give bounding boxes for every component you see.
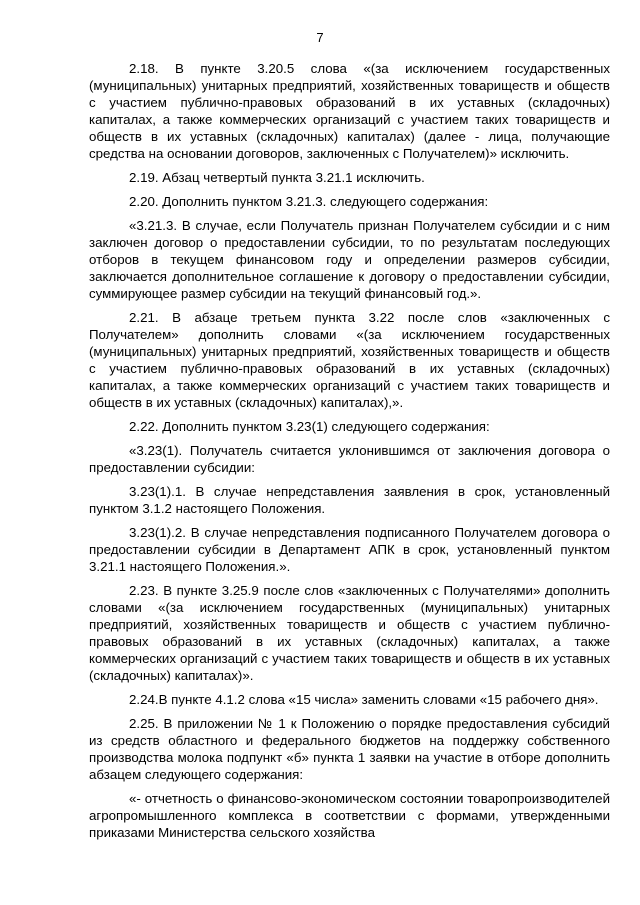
paragraph-3-21-3: «3.21.3. В случае, если Получатель признан Получателем субсидии и с ним заключен договор о предоставлении субсидии, то по результатам последующих отборов в текущем финансовом году и определении размеров субсидии, заключается дополнительное соглашение к договору о предоставлении субсидии, суммирующее размер субсидии на текущий финансовый год.». bbox=[89, 218, 610, 301]
paragraph-3-23-1-1: 3.23(1).1. В случае непредставления заявления в срок, установленный пунктом 3.1.2 настоящего Положения. bbox=[89, 484, 610, 516]
paragraph-2-23: 2.23. В пункте 3.25.9 после слов «заключенных с Получателями» дополнить словами «(за исключением государственных (муниципальных) унитарных предприятий, хозяйственных товариществ и обществ с участием публично-правовых образований в их уставных (складочных) капиталах, а также коммерческих организаций с участием таких товариществ и обществ в их уставных (складочных) капиталах)». bbox=[89, 583, 610, 683]
paragraph-reporting: «- отчетность о финансово-экономическом состоянии товаропроизводителей агропромышленного комплекса в соответствии с формами, утвержденными приказами Министерства сельского хозяйства bbox=[89, 791, 610, 840]
paragraph-2-21: 2.21. В абзаце третьем пункта 3.22 после слов «заключенных с Получателем» дополнить словами «(за исключением государственных (муниципальных) унитарных предприятий, хозяйственных товариществ и обществ с участием публично-правовых образований в их уставных (складочных) капиталах, а также коммерческих организаций с участием таких товариществ и обществ в их уставных (складочных) капиталах),». bbox=[89, 310, 610, 410]
paragraph-2-18: 2.18. В пункте 3.20.5 слова «(за исключением государственных (муниципальных) унитарных предприятий, хозяйственных товариществ и обществ с участием публично-правовых образований в их уставных (складочных) капиталах, а также коммерческих организаций с участием таких товариществ и обществ в их уставных (складочных) капиталах) (далее - лица, получающие средства на основании договоров, заключенных с Получателем)» исключить. bbox=[89, 61, 610, 161]
paragraph-3-23-1: «3.23(1). Получатель считается уклонившимся от заключения договора о предоставлении субсидии: bbox=[89, 443, 610, 475]
page-number: 7 bbox=[316, 30, 324, 45]
document-body bbox=[89, 60, 610, 848]
paragraph-2-20: 2.20. Дополнить пунктом 3.21.3. следующего содержания: bbox=[129, 194, 489, 209]
paragraph-2-19: 2.19. Абзац четвертый пункта 3.21.1 исключить. bbox=[129, 170, 425, 185]
paragraph-2-25: 2.25. В приложении № 1 к Положению о порядке предоставления субсидий из средств областного и федерального бюджетов на поддержку собственного производства молока подпункт «б» пункта 1 заявки на участие в отборе дополнить абзацем следующего содержания: bbox=[89, 716, 610, 782]
paragraph-3-23-1-2: 3.23(1).2. В случае непредставления подписанного Получателем договора о предоставлении субсидии в Департамент АПК в срок, установленный пунктом 3.21.1 настоящего Положения.». bbox=[89, 525, 610, 574]
paragraph-2-22: 2.22. Дополнить пунктом 3.23(1) следующего содержания: bbox=[129, 419, 490, 434]
paragraph-2-24: 2.24.В пункте 4.1.2 слова «15 числа» заменить словами «15 рабочего дня». bbox=[129, 692, 599, 707]
